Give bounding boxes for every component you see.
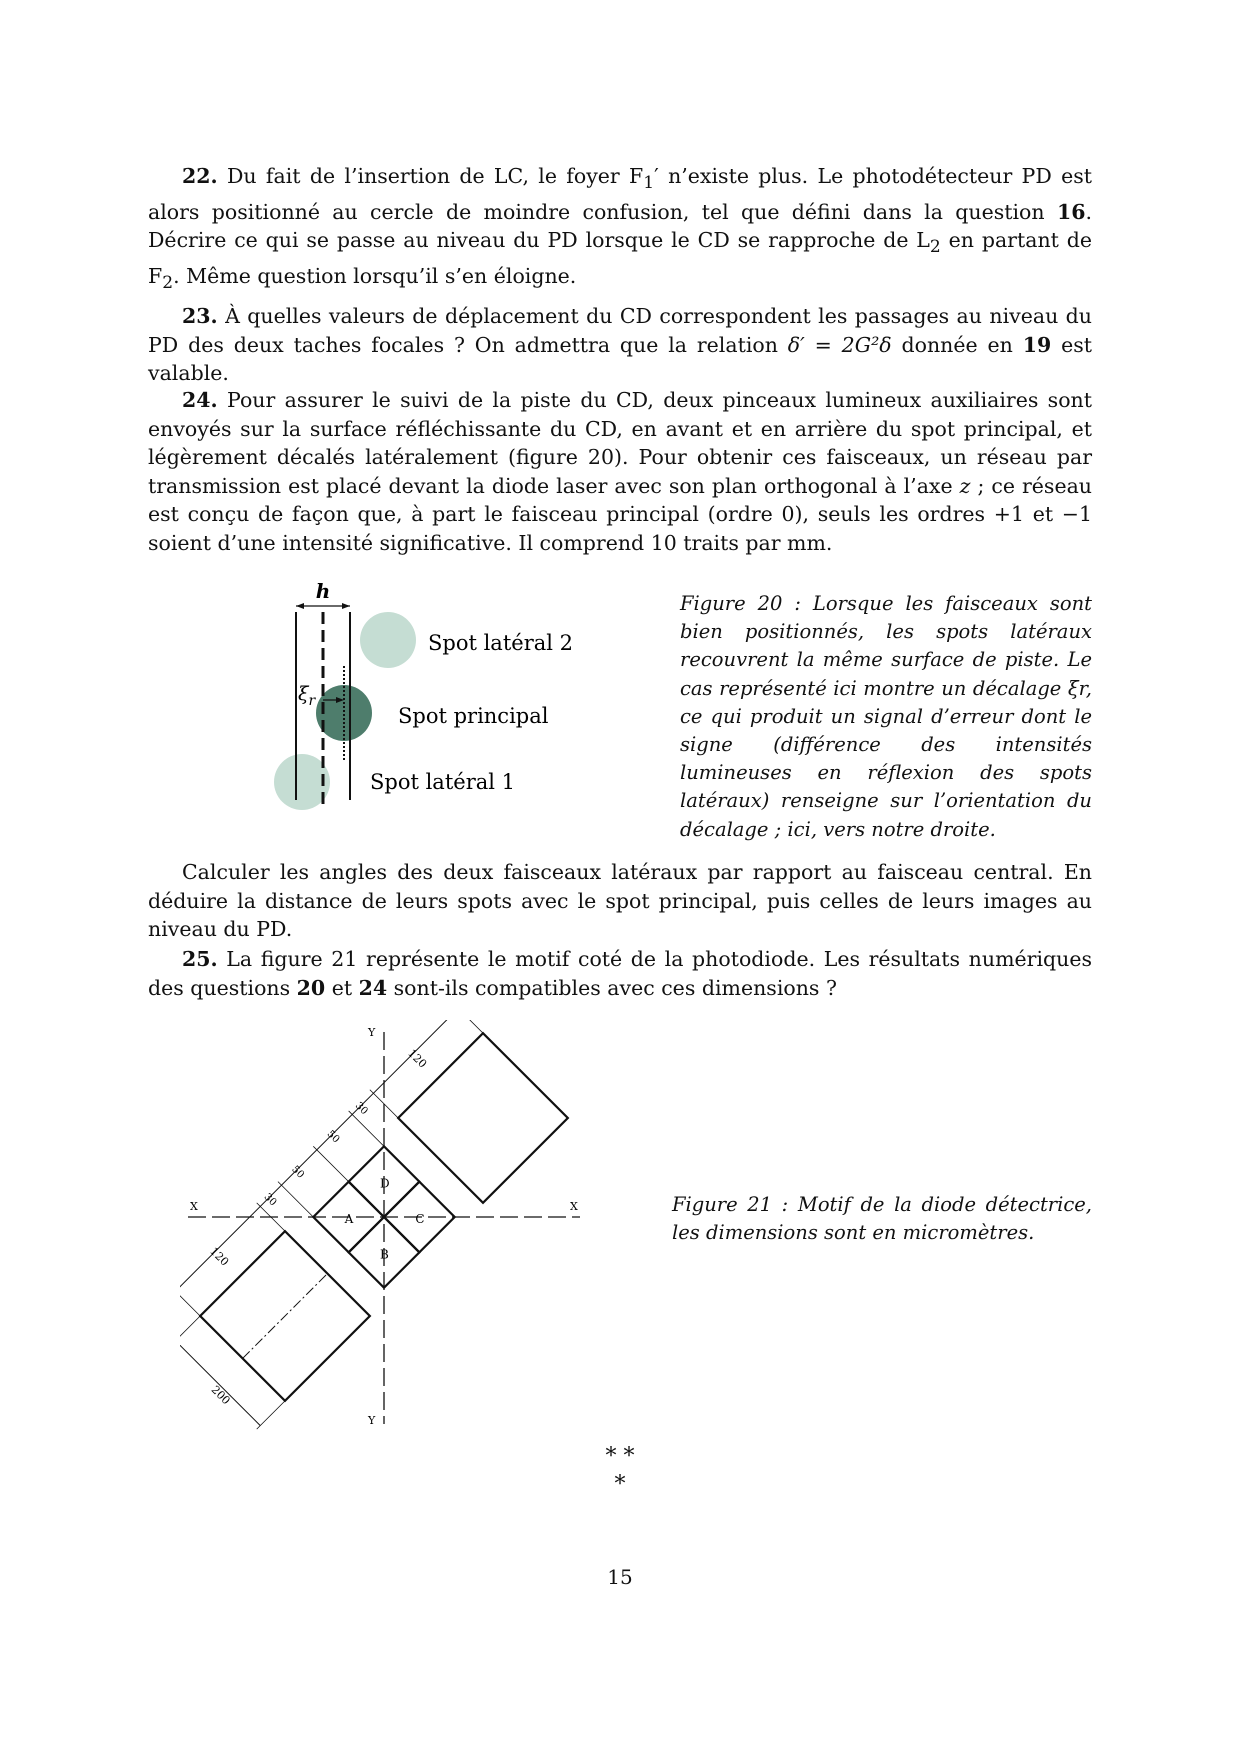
label-xi xyxy=(298,683,316,709)
q25-text-3: sont-ils compatibles avec ces dimensions ? xyxy=(387,975,837,1000)
q25-ref-1: 20 xyxy=(296,975,326,1000)
q22-sub-1: 1 xyxy=(643,173,655,194)
h-arrow-right xyxy=(342,603,350,609)
dim-label-50-a: 50 xyxy=(289,1163,307,1181)
q22-text-2: ′ n’existe plus. Le photodétecteur PD est alors positionné au cercle de moindre confusion, tel que défini dans la question xyxy=(148,164,1092,224)
dim-200-ext-1 xyxy=(180,1316,200,1344)
label-spot-principal: Spot principal xyxy=(398,704,549,728)
q23-ref: 19 xyxy=(1022,332,1052,357)
label-xi-symbol: ξ xyxy=(298,683,309,705)
dim-label-30-bottom: 30 xyxy=(352,1100,370,1118)
dim-label-120-bottom: 120 xyxy=(405,1046,430,1071)
dim-label-50-b: 50 xyxy=(324,1128,342,1146)
q25-ref-2: 24 xyxy=(358,975,388,1000)
axis-x-right-label: X xyxy=(570,1200,578,1213)
dim-label-200: 200 xyxy=(208,1383,233,1408)
question-22 xyxy=(148,162,1092,297)
q23-text-3: est valable. xyxy=(148,332,1092,385)
q22-sub-3: 2 xyxy=(162,272,174,293)
q25-text-1: La figure 21 représente le motif coté de la photodiode. Les résultats numériques des questions xyxy=(148,947,1092,1000)
label-a: A xyxy=(344,1212,354,1226)
dim-ext-3 xyxy=(278,1182,313,1217)
dim-label-30-top: 30 xyxy=(261,1191,279,1209)
q24-number: 24. xyxy=(182,388,218,412)
q23-text-1: À quelles valeurs de déplacement du CD correspondent les passages au niveau du PD des deux taches focales ? On admettra que la relation xyxy=(148,304,1092,357)
dim-200-ext-2 xyxy=(257,1401,285,1429)
page-number: 15 xyxy=(607,1565,633,1589)
q22-ref: 16 xyxy=(1056,199,1086,224)
q22-text-1: Du fait de l’insertion de LC, le foyer F xyxy=(226,164,644,188)
h-arrow-left xyxy=(296,603,304,609)
dim-ext-7 xyxy=(455,1020,483,1033)
q23-formula: δ′ = 2G²δ xyxy=(787,332,892,357)
question-24 xyxy=(148,386,1092,557)
axis-y-bottom-label: Y xyxy=(368,1414,376,1427)
dim-ext-5 xyxy=(349,1111,384,1146)
q22-text-4: en partant de F xyxy=(148,228,1092,288)
dim-label-120-top: 120 xyxy=(207,1244,232,1269)
stars-top: * * xyxy=(605,1444,635,1469)
spot-lateral-2-circle xyxy=(360,612,416,668)
dim-ext-4 xyxy=(313,1146,348,1181)
q22-number: 22. xyxy=(182,164,218,188)
label-b: B xyxy=(380,1247,389,1262)
stars-bottom: * xyxy=(614,1472,626,1497)
figure-21-caption: Figure 21 : Motif de la diode détectrice, les dimensions sont en micromètres. xyxy=(672,1193,1092,1245)
figure-20-caption: Figure 20 : Lorsque les faisceaux sont bien positionnés, les spots latéraux recouvrent la même surface de piste. Le cas représenté ici montre un décalage ξr, ce qui produit un signal d’erreur dont le signe (différence des intensités lumineuses en réflexion des spots latéraux) renseigne sur l’orientation du décalage ; ici, vers notre droite. xyxy=(680,592,1092,841)
q23-number: 23. xyxy=(182,304,218,328)
q24-text-1: Pour assurer le suivi de la piste du CD, deux pinceaux lumineux auxiliaires sont envoyés sur la surface réfléchissante du CD, en avant et en arrière du spot principal, et légèrement décalés latéralement (figure 20). Pour obtenir ces faisceaux, un réseau par transmission est placé devant la diode laser avec son plan orthogonal à l’axe xyxy=(148,388,1092,498)
question-25 xyxy=(148,945,1092,1002)
photodiode-pattern xyxy=(180,1020,568,1435)
label-spot-lateral-1: Spot latéral 1 xyxy=(370,770,516,794)
q23-text-2: donnée en xyxy=(891,332,1023,357)
label-d: D xyxy=(380,1176,390,1191)
q22-text-3: . Décrire ce qui se passe au niveau du PD lorsque le CD se rapproche de L xyxy=(148,199,1092,253)
q25-text-2: et xyxy=(325,975,359,1000)
question-23 xyxy=(148,302,1092,388)
q25-number: 25. xyxy=(182,947,218,971)
q24-axis: z xyxy=(959,473,971,498)
question-24-continuation: Calculer les angles des deux faisceaux latéraux par rapport au faisceau central. En déduire la distance de leurs spots avec le spot principal, puis celles de leurs images au niveau du PD. xyxy=(148,860,1092,941)
q22-text-5: . Même question lorsqu’il s’en éloigne. xyxy=(173,263,577,288)
q24-text-2: ; ce réseau est conçu de façon que, à part le faisceau principal (ordre 0), seuls les ordres +1 et −1 soient d’une intensité significative. Il comprend 10 traits par mm. xyxy=(148,473,1092,555)
label-c: C xyxy=(415,1212,425,1226)
figure-21 xyxy=(180,1020,600,1440)
label-h: h xyxy=(315,582,331,603)
axis-y-top-label: Y xyxy=(368,1026,376,1039)
q22-sub-2: 2 xyxy=(929,237,941,258)
side-detector-centerline xyxy=(243,1274,328,1359)
label-spot-lateral-2: Spot latéral 2 xyxy=(428,631,574,655)
label-xi-sub: r xyxy=(308,693,316,709)
dim-ext-1 xyxy=(180,1288,200,1316)
figure-20 xyxy=(260,582,580,822)
axis-x-left-label: X xyxy=(190,1200,198,1213)
